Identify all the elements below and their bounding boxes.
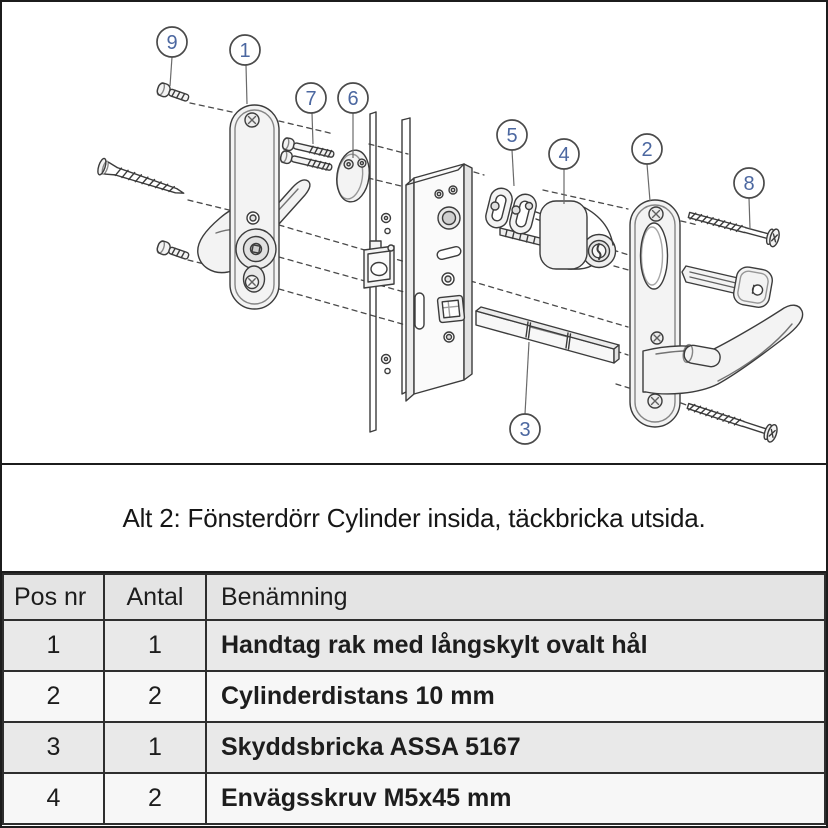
callout-8 <box>734 168 764 229</box>
table-row <box>3 722 825 773</box>
callout-5 <box>497 120 527 186</box>
key <box>682 265 774 309</box>
pos-cell: 2 <box>3 671 104 722</box>
benamning-cell: Envägsskruv M5x45 mm <box>206 773 825 824</box>
table-row <box>3 620 825 671</box>
svg-text:6: 6 <box>347 88 359 110</box>
callout-9 <box>157 27 187 86</box>
lock-cylinder <box>540 201 616 269</box>
svg-text:4: 4 <box>558 144 570 166</box>
column-header-benamning: Benämning <box>206 574 825 620</box>
callout-1 <box>230 35 260 104</box>
svg-text:9: 9 <box>166 32 178 54</box>
antal-cell: 2 <box>104 773 206 824</box>
exploded-diagram-panel <box>2 2 826 465</box>
figure-caption: Alt 2: Fönsterdörr Cylinder insida, täckbricka utsida. <box>122 502 706 533</box>
pos-cell: 1 <box>3 620 104 671</box>
screw-icon <box>156 82 190 105</box>
antal-cell: 1 <box>104 722 206 773</box>
caption-panel <box>2 465 826 573</box>
screw-icon <box>156 240 190 263</box>
benamning-cell: Handtag rak med långskylt ovalt hål <box>206 620 825 671</box>
table-row <box>3 671 825 722</box>
one-way-screw-icon <box>687 206 781 247</box>
pos-cell: 3 <box>3 722 104 773</box>
svg-text:5: 5 <box>506 125 518 147</box>
lock-case <box>406 164 472 401</box>
callout-6 <box>338 83 368 158</box>
table-row <box>3 773 825 824</box>
callout-7 <box>296 83 326 144</box>
svg-text:3: 3 <box>519 419 531 441</box>
column-header-pos: Pos nr <box>3 574 104 620</box>
one-way-screw-icon <box>685 397 779 443</box>
svg-text:7: 7 <box>305 88 317 110</box>
callout-3 <box>510 342 540 444</box>
svg-text:2: 2 <box>641 139 653 161</box>
callout-2 <box>632 134 662 201</box>
benamning-cell: Cylinderdistans 10 mm <box>206 671 825 722</box>
inside-escutcheon-plate <box>230 105 279 309</box>
benamning-cell: Skyddsbricka ASSA 5167 <box>206 722 825 773</box>
parts-table <box>2 573 826 825</box>
svg-text:8: 8 <box>743 173 755 195</box>
latch-block <box>364 241 394 288</box>
pos-cell: 4 <box>3 773 104 824</box>
long-screw-icon <box>96 158 186 202</box>
callout-4 <box>549 139 579 204</box>
antal-cell: 2 <box>104 671 206 722</box>
svg-text:1: 1 <box>239 40 251 62</box>
table-header-row <box>3 574 825 620</box>
protection-plate <box>476 307 619 363</box>
antal-cell: 1 <box>104 620 206 671</box>
exploded-diagram <box>2 2 828 463</box>
column-header-antal: Antal <box>104 574 206 620</box>
